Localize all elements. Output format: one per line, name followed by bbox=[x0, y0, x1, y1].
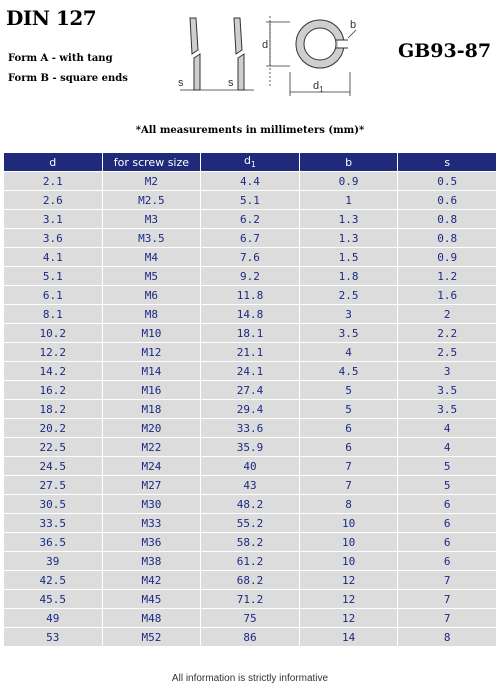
cell-s: 0.5 bbox=[398, 172, 497, 191]
cell-b: 1.3 bbox=[299, 210, 398, 229]
cell-d1: 11.8 bbox=[201, 286, 300, 305]
table-row bbox=[4, 362, 497, 381]
cell-d: 53 bbox=[4, 628, 103, 647]
cell-d1: 4.4 bbox=[201, 172, 300, 191]
table-row bbox=[4, 172, 497, 191]
cell-b: 12 bbox=[299, 590, 398, 609]
table-row bbox=[4, 381, 497, 400]
cell-s: 2.5 bbox=[398, 343, 497, 362]
cell-d1: 55.2 bbox=[201, 514, 300, 533]
cell-screw-size: M27 bbox=[102, 476, 201, 495]
cell-b: 5 bbox=[299, 381, 398, 400]
page-title: DIN 127 bbox=[6, 6, 97, 30]
cell-s: 0.8 bbox=[398, 229, 497, 248]
cell-screw-size: M2.5 bbox=[102, 191, 201, 210]
cell-s: 6 bbox=[398, 533, 497, 552]
cell-d1: 29.4 bbox=[201, 400, 300, 419]
cell-s: 1.6 bbox=[398, 286, 497, 305]
cell-s: 5 bbox=[398, 476, 497, 495]
header-d: d bbox=[4, 153, 103, 172]
cell-d: 5.1 bbox=[4, 267, 103, 286]
cell-d1: 71.2 bbox=[201, 590, 300, 609]
cell-d1: 7.6 bbox=[201, 248, 300, 267]
cell-screw-size: M3 bbox=[102, 210, 201, 229]
cell-screw-size: M38 bbox=[102, 552, 201, 571]
dimension-d1-label: $d_1$ bbox=[313, 80, 324, 94]
header-d1-main: d bbox=[243, 154, 251, 168]
cell-screw-size: M18 bbox=[102, 400, 201, 419]
cell-d: 10.2 bbox=[4, 324, 103, 343]
cell-screw-size: M16 bbox=[102, 381, 201, 400]
cell-d: 24.5 bbox=[4, 457, 103, 476]
cell-b: 1.8 bbox=[299, 267, 398, 286]
header-b: b bbox=[299, 153, 398, 172]
cell-screw-size: M36 bbox=[102, 533, 201, 552]
cell-d1: 21.1 bbox=[201, 343, 300, 362]
cell-b: 3.5 bbox=[299, 324, 398, 343]
cell-d1: 40 bbox=[201, 457, 300, 476]
table-row bbox=[4, 628, 497, 647]
cell-screw-size: M4 bbox=[102, 248, 201, 267]
cell-d1: 48.2 bbox=[201, 495, 300, 514]
dimension-s-label-b: s bbox=[228, 77, 234, 89]
cell-b: 7 bbox=[299, 476, 398, 495]
cell-d: 33.5 bbox=[4, 514, 103, 533]
cell-d: 30.5 bbox=[4, 495, 103, 514]
cell-d: 20.2 bbox=[4, 419, 103, 438]
cell-d1: 86 bbox=[201, 628, 300, 647]
cell-screw-size: M22 bbox=[102, 438, 201, 457]
cell-b: 4.5 bbox=[299, 362, 398, 381]
cell-screw-size: M24 bbox=[102, 457, 201, 476]
table-row bbox=[4, 552, 497, 571]
table-row bbox=[4, 590, 497, 609]
cell-screw-size: M5 bbox=[102, 267, 201, 286]
table-row bbox=[4, 191, 497, 210]
cell-d: 8.1 bbox=[4, 305, 103, 324]
cell-b: 6 bbox=[299, 438, 398, 457]
cell-s: 7 bbox=[398, 609, 497, 628]
table-row bbox=[4, 457, 497, 476]
cell-d: 42.5 bbox=[4, 571, 103, 590]
cell-d1: 14.8 bbox=[201, 305, 300, 324]
cell-s: 5 bbox=[398, 457, 497, 476]
table-row bbox=[4, 419, 497, 438]
cell-screw-size: M12 bbox=[102, 343, 201, 362]
table-row bbox=[4, 495, 497, 514]
cell-d: 36.5 bbox=[4, 533, 103, 552]
header-s: s bbox=[398, 153, 497, 172]
cell-screw-size: M3.5 bbox=[102, 229, 201, 248]
cell-d: 2.1 bbox=[4, 172, 103, 191]
dimensions-table bbox=[3, 152, 497, 647]
washer-front-view bbox=[296, 20, 356, 68]
washer-drawing bbox=[170, 6, 360, 98]
cell-d1: 24.1 bbox=[201, 362, 300, 381]
header-d1 bbox=[201, 153, 300, 172]
table-row bbox=[4, 343, 497, 362]
cell-b: 10 bbox=[299, 514, 398, 533]
washer-side-view-a-upper bbox=[190, 18, 198, 54]
cell-d: 39 bbox=[4, 552, 103, 571]
cell-d: 49 bbox=[4, 609, 103, 628]
cell-b: 2.5 bbox=[299, 286, 398, 305]
cell-b: 3 bbox=[299, 305, 398, 324]
dimension-s-label-a: s bbox=[178, 77, 184, 89]
cell-screw-size: M20 bbox=[102, 419, 201, 438]
cell-d1: 33.6 bbox=[201, 419, 300, 438]
cell-d1: 5.1 bbox=[201, 191, 300, 210]
cell-s: 7 bbox=[398, 571, 497, 590]
cell-d: 6.1 bbox=[4, 286, 103, 305]
cell-s: 1.2 bbox=[398, 267, 497, 286]
cell-b: 5 bbox=[299, 400, 398, 419]
header-screw-size: for screw size bbox=[102, 153, 201, 172]
cell-d: 18.2 bbox=[4, 400, 103, 419]
cell-b: 4 bbox=[299, 343, 398, 362]
cell-d1: 9.2 bbox=[201, 267, 300, 286]
cell-d: 22.5 bbox=[4, 438, 103, 457]
cell-screw-size: M2 bbox=[102, 172, 201, 191]
cell-screw-size: M14 bbox=[102, 362, 201, 381]
measurement-note: *All measurements in millimeters (mm)* bbox=[135, 125, 365, 136]
cell-screw-size: M33 bbox=[102, 514, 201, 533]
cell-s: 7 bbox=[398, 590, 497, 609]
table-row bbox=[4, 609, 497, 628]
dimension-d-label: d bbox=[262, 39, 269, 51]
cell-b: 14 bbox=[299, 628, 398, 647]
table-row bbox=[4, 476, 497, 495]
footer-disclaimer: All information is strictly informative bbox=[171, 673, 329, 684]
cell-b: 8 bbox=[299, 495, 398, 514]
cell-s: 4 bbox=[398, 419, 497, 438]
cell-s: 3.5 bbox=[398, 381, 497, 400]
cell-d: 3.1 bbox=[4, 210, 103, 229]
cell-s: 4 bbox=[398, 438, 497, 457]
table-row bbox=[4, 571, 497, 590]
cell-b: 10 bbox=[299, 552, 398, 571]
table-row bbox=[4, 286, 497, 305]
table-header-row bbox=[4, 153, 497, 172]
cell-s: 2.2 bbox=[398, 324, 497, 343]
cell-d1: 58.2 bbox=[201, 533, 300, 552]
cell-screw-size: M42 bbox=[102, 571, 201, 590]
cell-s: 6 bbox=[398, 552, 497, 571]
dimension-b-label: b bbox=[350, 19, 357, 31]
washer-side-view-b-upper bbox=[234, 18, 242, 54]
cell-b: 6 bbox=[299, 419, 398, 438]
cell-b: 1.5 bbox=[299, 248, 398, 267]
cell-d1: 6.7 bbox=[201, 229, 300, 248]
cell-screw-size: M8 bbox=[102, 305, 201, 324]
form-b-text: Form B - square ends bbox=[8, 73, 128, 84]
table-row bbox=[4, 305, 497, 324]
cell-d1: 61.2 bbox=[201, 552, 300, 571]
standard-label: GB93-87 bbox=[398, 40, 492, 62]
washer-side-view-b-lower bbox=[238, 54, 244, 90]
cell-b: 1.3 bbox=[299, 229, 398, 248]
cell-screw-size: M6 bbox=[102, 286, 201, 305]
header-d1-sub: 1 bbox=[250, 160, 257, 170]
cell-d: 3.6 bbox=[4, 229, 103, 248]
cell-d: 2.6 bbox=[4, 191, 103, 210]
cell-s: 6 bbox=[398, 495, 497, 514]
cell-b: 0.9 bbox=[299, 172, 398, 191]
cell-s: 0.6 bbox=[398, 191, 497, 210]
table-row bbox=[4, 438, 497, 457]
cell-s: 0.8 bbox=[398, 210, 497, 229]
cell-s: 6 bbox=[398, 514, 497, 533]
cell-d1: 68.2 bbox=[201, 571, 300, 590]
cell-screw-size: M30 bbox=[102, 495, 201, 514]
cell-b: 1 bbox=[299, 191, 398, 210]
cell-s: 0.9 bbox=[398, 248, 497, 267]
cell-s: 3.5 bbox=[398, 400, 497, 419]
cell-d: 45.5 bbox=[4, 590, 103, 609]
cell-d1: 43 bbox=[201, 476, 300, 495]
cell-d: 16.2 bbox=[4, 381, 103, 400]
cell-s: 3 bbox=[398, 362, 497, 381]
cell-d: 27.5 bbox=[4, 476, 103, 495]
cell-d1: 27.4 bbox=[201, 381, 300, 400]
cell-d: 4.1 bbox=[4, 248, 103, 267]
table-row bbox=[4, 324, 497, 343]
form-a-text: Form A - with tang bbox=[8, 53, 113, 64]
cell-screw-size: M48 bbox=[102, 609, 201, 628]
table-row bbox=[4, 229, 497, 248]
cell-d1: 18.1 bbox=[201, 324, 300, 343]
cell-s: 2 bbox=[398, 305, 497, 324]
table-row bbox=[4, 210, 497, 229]
cell-b: 7 bbox=[299, 457, 398, 476]
table-row bbox=[4, 248, 497, 267]
washer-side-view-a-lower bbox=[194, 54, 200, 90]
cell-d1: 35.9 bbox=[201, 438, 300, 457]
table-row bbox=[4, 400, 497, 419]
table-row bbox=[4, 514, 497, 533]
cell-d: 14.2 bbox=[4, 362, 103, 381]
table-row bbox=[4, 533, 497, 552]
cell-d1: 75 bbox=[201, 609, 300, 628]
cell-d1: 6.2 bbox=[201, 210, 300, 229]
cell-screw-size: M10 bbox=[102, 324, 201, 343]
cell-b: 12 bbox=[299, 609, 398, 628]
cell-d: 12.2 bbox=[4, 343, 103, 362]
cell-screw-size: M45 bbox=[102, 590, 201, 609]
table-row bbox=[4, 267, 497, 286]
cell-b: 10 bbox=[299, 533, 398, 552]
cell-s: 8 bbox=[398, 628, 497, 647]
cell-b: 12 bbox=[299, 571, 398, 590]
cell-screw-size: M52 bbox=[102, 628, 201, 647]
